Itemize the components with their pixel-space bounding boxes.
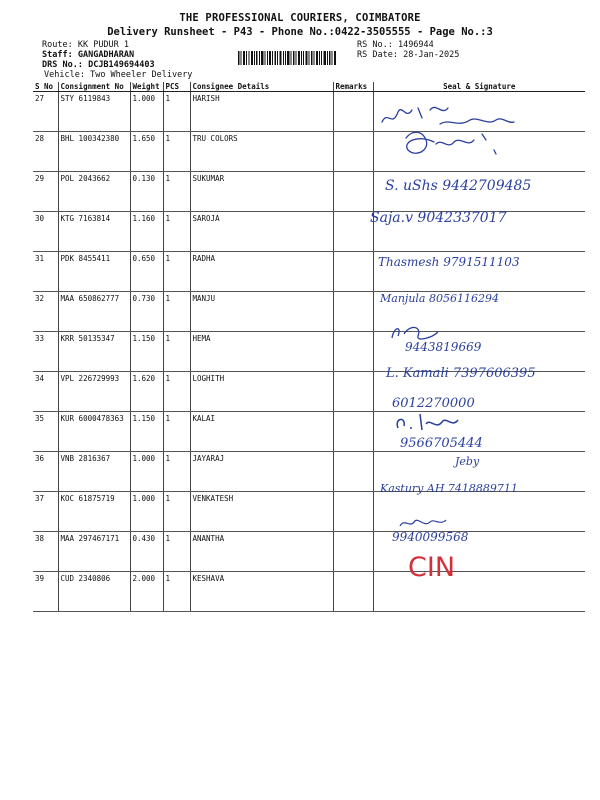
rs-date-label: RS Date:: [357, 50, 398, 60]
handwritten-signature-scribbles: [378, 98, 538, 178]
cell-remarks: [333, 412, 373, 452]
cell-consignee: KESHAVA: [190, 572, 333, 612]
cell-consignment: KUR 6000478363: [58, 412, 130, 452]
cell-sno: 37: [33, 492, 58, 532]
cell-sno: 31: [33, 252, 58, 292]
cell-consignment: PDK 8455411: [58, 252, 130, 292]
cell-consignment: STY 6119843: [58, 92, 130, 132]
rs-no-line: [357, 40, 434, 50]
col-header-sno: S No: [33, 82, 58, 92]
cell-pcs: 1: [163, 452, 190, 492]
cell-weight: 0.430: [130, 532, 163, 572]
cell-consignment: KOC 61875719: [58, 492, 130, 532]
signature-kalai-scribble: [392, 410, 472, 434]
cell-pcs: 1: [163, 412, 190, 452]
cell-consignment: MAA 650862777: [58, 292, 130, 332]
cell-weight: 1.160: [130, 212, 163, 252]
cell-weight: 1.000: [130, 92, 163, 132]
cell-consignee: TRU COLORS: [190, 132, 333, 172]
cell-pcs: 1: [163, 212, 190, 252]
cell-weight: 1.620: [130, 372, 163, 412]
drs-label: DRS No.:: [42, 60, 83, 70]
cell-sno: 39: [33, 572, 58, 612]
cell-remarks: [333, 452, 373, 492]
cell-remarks: [333, 532, 373, 572]
cell-consignee: VENKATESH: [190, 492, 333, 532]
cell-sno: 29: [33, 172, 58, 212]
cell-sno: 30: [33, 212, 58, 252]
rs-date-value: 28-Jan-2025: [403, 50, 460, 60]
cell-sno: 38: [33, 532, 58, 572]
rs-no-value: 1496944: [397, 40, 434, 50]
signature-hema: 9443819669: [405, 340, 482, 354]
cell-consignee: MANJU: [190, 292, 333, 332]
cell-remarks: [333, 332, 373, 372]
staff-label: Staff:: [42, 50, 73, 60]
rs-no-label: RS No.:: [357, 40, 393, 50]
drs-barcode: [238, 51, 336, 65]
cell-consignee: HARISH: [190, 92, 333, 132]
document-title: THE PROFESSIONAL COURIERS, COIMBATORE: [179, 12, 421, 24]
cell-pcs: 1: [163, 92, 190, 132]
cell-weight: 1.150: [130, 412, 163, 452]
cell-consignment: KTG 7163814: [58, 212, 130, 252]
col-header-weight: Weight: [130, 82, 163, 92]
cell-consignee: SAROJA: [190, 212, 333, 252]
cell-consignee: RADHA: [190, 252, 333, 292]
signature-radha: Thasmesh 9791511103: [378, 255, 520, 269]
cell-weight: 0.130: [130, 172, 163, 212]
cell-pcs: 1: [163, 292, 190, 332]
vehicle-label: Vehicle:: [44, 70, 85, 80]
drs-value: DCJB149694403: [88, 60, 155, 70]
signature-kalai-number: 6012270000: [392, 396, 475, 411]
cell-consignee: SUKUMAR: [190, 172, 333, 212]
cell-pcs: 1: [163, 132, 190, 172]
signature-jayaraj-name: Jeby: [455, 455, 480, 468]
cell-consignment: VPL 226729993: [58, 372, 130, 412]
cell-weight: 1.150: [130, 332, 163, 372]
route-line: [42, 40, 129, 50]
cell-pcs: 1: [163, 332, 190, 372]
cell-sno: 28: [33, 132, 58, 172]
cell-consignment: KRR 50135347: [58, 332, 130, 372]
drs-line: [42, 60, 155, 70]
signature-anantha: 9940099568: [392, 530, 469, 544]
signature-sukumar: S. uShs 9442709485: [385, 178, 532, 194]
cell-weight: 0.650: [130, 252, 163, 292]
cell-remarks: [333, 252, 373, 292]
cell-consignment: POL 2043662: [58, 172, 130, 212]
vehicle-value: Two Wheeler Delivery: [90, 70, 193, 80]
cell-sno: 33: [33, 332, 58, 372]
cell-pcs: 1: [163, 572, 190, 612]
table-row: [33, 412, 585, 452]
route-value: KK PUDUR 1: [77, 40, 130, 50]
signature-jayaraj: 9566705444: [400, 436, 483, 451]
cell-consignment: MAA 297467171: [58, 532, 130, 572]
cell-pcs: 1: [163, 252, 190, 292]
runsheet-subtitle: Delivery Runsheet - P43 - Phone No.:0422-3505555 - Page No.:3: [107, 26, 493, 38]
cell-sno: 35: [33, 412, 58, 452]
cell-sno: 34: [33, 372, 58, 412]
cell-weight: 1.650: [130, 132, 163, 172]
cell-remarks: [333, 372, 373, 412]
cell-consignment: BHL 100342380: [58, 132, 130, 172]
cell-pcs: 1: [163, 532, 190, 572]
col-header-consignment: Consignment No: [58, 82, 130, 92]
red-ink-stamp: CIN: [408, 552, 456, 583]
cell-consignee: ANANTHA: [190, 532, 333, 572]
table-row: [33, 492, 585, 532]
cell-remarks: [333, 292, 373, 332]
cell-remarks: [333, 92, 373, 132]
cell-consignee: KALAI: [190, 412, 333, 452]
cell-sno: 36: [33, 452, 58, 492]
table-row: [33, 292, 585, 332]
col-header-consignee: Consignee Details: [190, 82, 333, 92]
cell-weight: 0.730: [130, 292, 163, 332]
col-header-remarks: Remarks: [333, 82, 373, 92]
col-header-signature: Seal & Signature: [373, 82, 585, 92]
cell-consignee: JAYARAJ: [190, 452, 333, 492]
cell-pcs: 1: [163, 492, 190, 532]
cell-remarks: [333, 572, 373, 612]
cell-sno: 27: [33, 92, 58, 132]
signature-anantha-scribble: [396, 514, 456, 530]
cell-consignee: LOGHITH: [190, 372, 333, 412]
cell-signature: [373, 572, 585, 612]
cell-weight: 2.000: [130, 572, 163, 612]
col-header-pcs: PCS: [163, 82, 190, 92]
cell-weight: 1.000: [130, 452, 163, 492]
cell-weight: 1.000: [130, 492, 163, 532]
cell-pcs: 1: [163, 372, 190, 412]
route-label: Route:: [42, 40, 73, 50]
rs-date-line: [357, 50, 459, 60]
signature-loghith: L. Kamali 7397606395: [386, 366, 536, 381]
staff-line: [42, 50, 134, 60]
cell-consignment: CUD 2340806: [58, 572, 130, 612]
signature-venkatesh: Kastury AH 7418889711: [380, 482, 518, 495]
signature-manju: Manjula 8056116294: [380, 292, 499, 305]
cell-remarks: [333, 492, 373, 532]
table-row: [33, 572, 585, 612]
signature-saroja: Saja.v 9042337017: [370, 210, 507, 226]
cell-remarks: [333, 172, 373, 212]
cell-remarks: [333, 132, 373, 172]
cell-consignment: VNB 2816367: [58, 452, 130, 492]
cell-consignee: HEMA: [190, 332, 333, 372]
cell-pcs: 1: [163, 172, 190, 212]
table-header-row: [33, 82, 585, 92]
table-row: [33, 532, 585, 572]
cell-sno: 32: [33, 292, 58, 332]
cell-remarks: [333, 212, 373, 252]
vehicle-line: [44, 70, 192, 80]
staff-value: GANGADHARAN: [77, 50, 135, 60]
